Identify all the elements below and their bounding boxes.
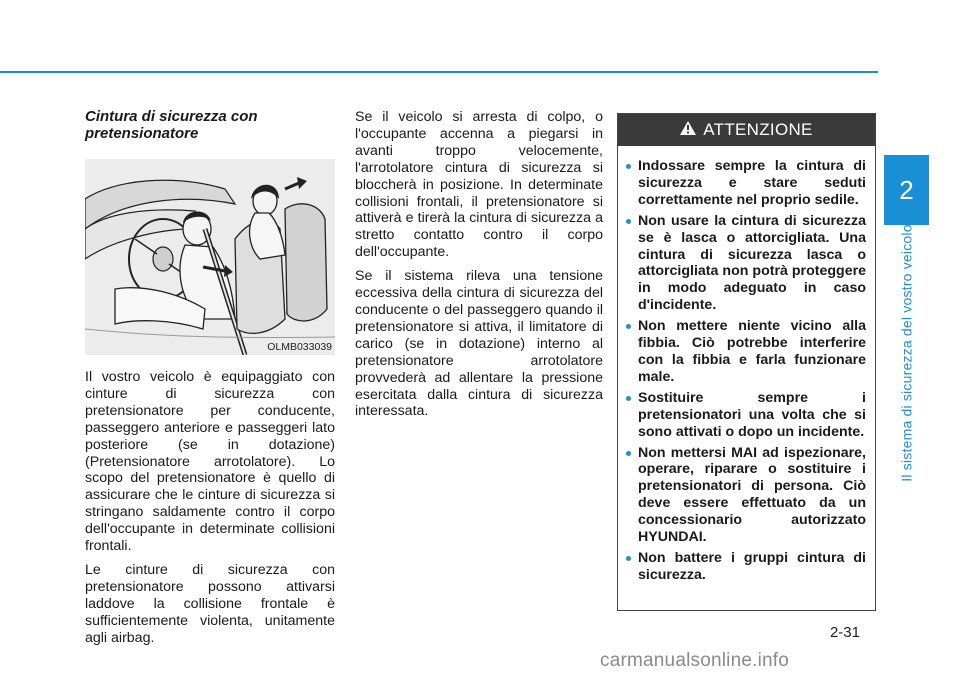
header-rule — [0, 71, 878, 73]
warning-item: Non mettersi MAI ad ispezionare, operare, riparare o sostituire i pretensionatori di persona. Ciò deve essere effettuato da un concessionario autorizzato HYUNDAI. — [638, 444, 866, 546]
page-number: 2-31 — [829, 624, 860, 641]
car-interior-drawing — [85, 159, 335, 355]
left-paragraph-2: Le cinture di sicurezza con pretensionatore possono attivarsi laddove la collisione frontale è sufficientemente violenta, unitamente agli airbag. — [85, 561, 335, 646]
middle-paragraph-1: Se il veicolo si arresta di colpo, o l'occupante accenna a piegarsi in avanti troppo velocemente, l'arrotolatore cintura di sicurezza si bloccherà in posizione. In determinate collisioni frontali, il pretensionatore si attiverà e tirerà la cintura di sicurezza a stretto contatto contro il corpo dell'occupante. — [355, 109, 603, 261]
watermark: carmanualsonline.info — [600, 650, 790, 671]
middle-paragraph-2: Se il sistema rileva una tensione eccessiva della cintura di sicurezza del conducente o del passeggero quando il pretensionatore si attiva, il limitatore di carico (se in dotazione) interno al pretensionatore arrotolatore provvederà ad allentare la pressione esercitata dalla cintura di sicurezza interessata. — [355, 268, 603, 420]
section-heading: Cintura di sicurezza con pretensionatore — [85, 108, 258, 142]
warning-item: Non usare la cintura di sicurezza se è lasca o attorcigliata. Una cintura di sicurezza lasca o attorcigliata non potrà proteggere in modo adeguato in caso d'incidente. — [638, 212, 866, 314]
warning-box — [617, 113, 876, 611]
left-column — [85, 108, 335, 654]
chapter-number-tab — [884, 155, 929, 225]
middle-column — [355, 109, 603, 427]
warning-triangle-icon — [680, 120, 696, 140]
warning-list — [618, 146, 875, 584]
chapter-number: 2 — [899, 174, 914, 205]
warning-item: Sostituire sempre i pretensionatori una volta che si sono attivati o dopo un incidente. — [638, 389, 866, 440]
left-paragraph-1: Il vostro veicolo è equipaggiato con cinture di sicurezza con pretensionatore per conducente, passeggero anteriore e passeggeri lato posteriore (se in dotazione) (Pretensionatore arrotolatore). Lo scopo del pretensionatore è quello di assicurare che le cinture di sicurezza si stringano saldamente contro il corpo dell'occupante in determinate collisioni frontali. — [85, 369, 335, 555]
warning-title: ATTENZIONE — [703, 120, 813, 139]
warning-header — [618, 114, 875, 146]
chapter-title-sidebar — [884, 223, 929, 482]
warning-item: Indossare sempre la cintura di sicurezza e stare seduti correttamente nel proprio sedile. — [638, 158, 866, 208]
pretensioner-illustration — [85, 159, 335, 355]
warning-item: Non mettere niente vicino alla fibbia. Ciò potrebbe interferire con la fibbia e farla funzionare male. — [638, 318, 866, 385]
figure-code: OLMB033039 — [267, 341, 332, 353]
chapter-title: Il sistema di sicurezza del vostro veicolo — [898, 223, 915, 482]
warning-item: Non battere i gruppi cintura di sicurezza. — [638, 549, 866, 583]
